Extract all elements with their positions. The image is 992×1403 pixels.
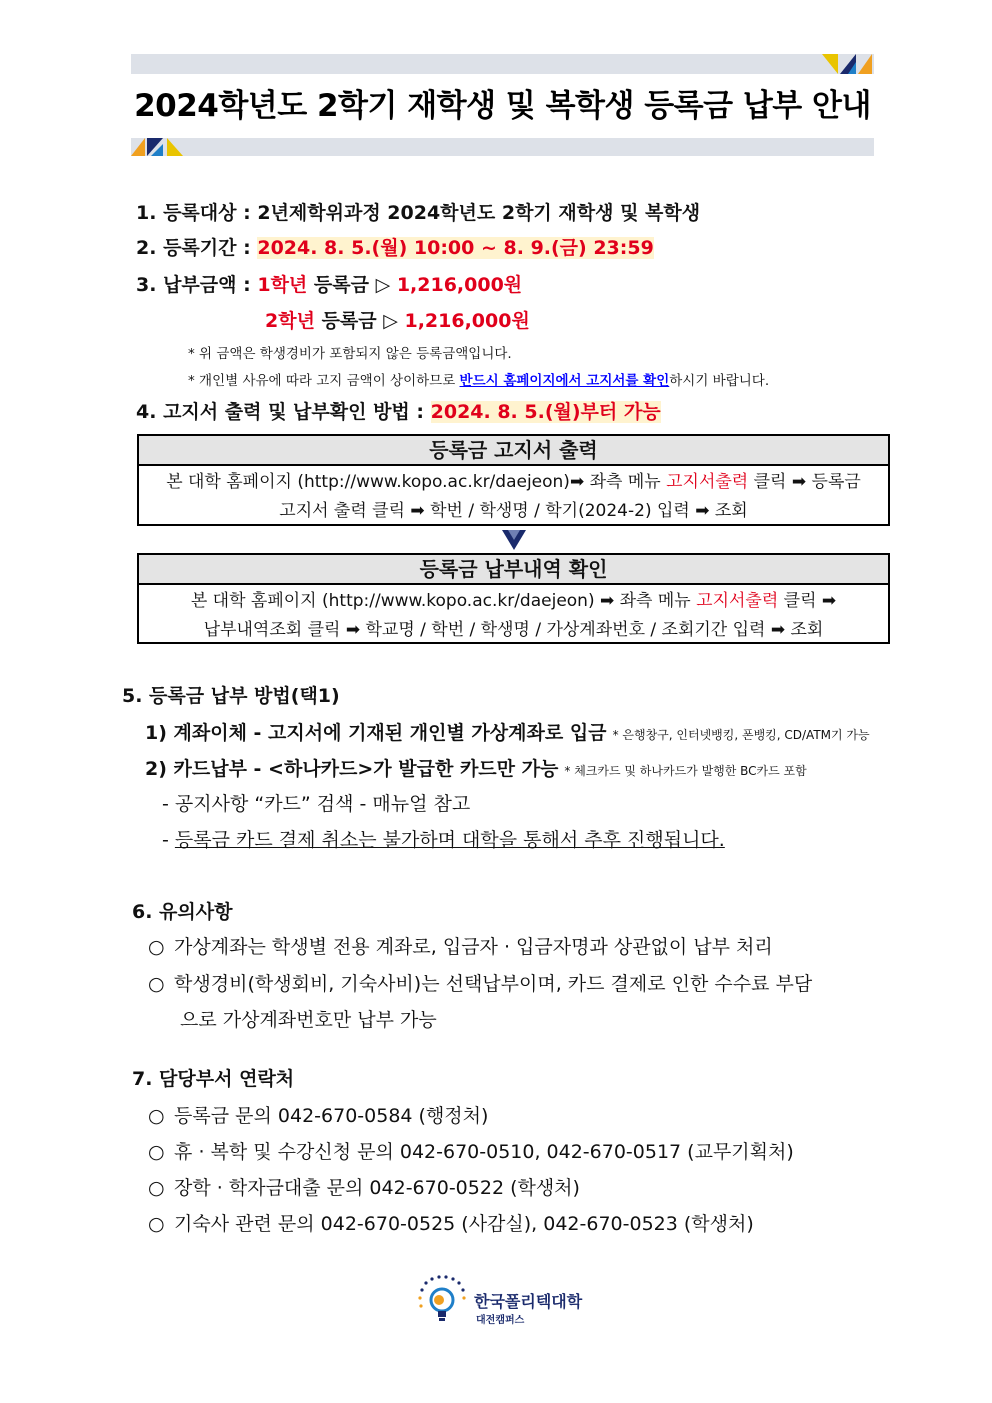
- bill-print-box: [137, 434, 890, 526]
- item-target: [136, 198, 700, 225]
- method-1-text: 1) 계좌이체 - 고지서에 기재된 개인별 가상계좌로 입금: [145, 722, 607, 744]
- bill-print-title: 등록금 고지서 출력: [139, 436, 888, 466]
- contact-1: [148, 1101, 488, 1128]
- method-2-text: 2) 카드납부 - <하나카드>가 발급한 카드만 가능: [145, 758, 559, 780]
- bill-print-line-1-post: 클릭 ➡ 등록금: [748, 472, 861, 492]
- amount-note-1: * 위 금액은 학생경비가 포함되지 않은 등록금액입니다.: [188, 346, 512, 362]
- item-print: [136, 397, 661, 424]
- item-period-num: 2.: [136, 237, 157, 259]
- contact-3-text: 장학 · 학자금대출 문의 042-670-0522 (학생처): [174, 1177, 580, 1199]
- item-period: [136, 233, 654, 260]
- page-title: 2024학년도 2학기 재학생 및 복학생 등록금 납부 안내: [134, 88, 871, 124]
- payment-check-line-1: [139, 585, 888, 617]
- method-heading: 5. 등록금 납부 방법(택1): [122, 685, 340, 707]
- note-1: [148, 932, 773, 959]
- amount-row1-grade: 1학년: [257, 274, 308, 296]
- amount-row2-text: 등록금 ▷: [321, 310, 398, 332]
- amount-row1-value: 1,216,000원: [396, 274, 523, 296]
- method-2-note: * 체크카드 및 하나카드가 발행한 BC카드 포함: [564, 764, 807, 778]
- amount-row2-value: 1,216,000원: [404, 310, 530, 332]
- method-2: [145, 754, 807, 781]
- payment-check-box: [137, 553, 890, 644]
- payment-check-line-2: 납부내역조회 클릭 ➡ 학교명 / 학번 / 학생명 / 가상계좌번호 / 조회기간 입력 ➡ 조회: [203, 620, 824, 640]
- payment-check-line-1-pre: 본 대학 홈페이지 (http://www.kopo.ac.kr/daejeon) ➡ 좌측 메뉴: [190, 591, 697, 611]
- bullet-circle-icon: ○: [148, 1141, 165, 1163]
- note-2: [148, 969, 812, 996]
- payment-check-title: 등록금 납부내역 확인: [139, 555, 888, 585]
- method-1-note: * 은행창구, 인터넷뱅킹, 폰뱅킹, CD/ATM기 가능: [612, 728, 870, 742]
- contact-heading: 7. 담당부서 연락처: [132, 1068, 295, 1090]
- item-print-value: 2024. 8. 5.(월)부터 가능: [430, 401, 661, 423]
- logo-campus-name: 대전캠퍼스: [476, 1315, 525, 1326]
- note-1-text: 가상계좌는 학생별 전용 계좌로, 입금자 · 입금자명과 상관없이 납부 처리: [174, 936, 773, 958]
- title-banner-bottom: [131, 138, 874, 156]
- bullet-circle-icon: ○: [148, 936, 165, 958]
- item-amount: [136, 270, 522, 297]
- method-1: [145, 718, 870, 745]
- logo-college-name: 한국폴리텍대학: [474, 1292, 583, 1311]
- decor-triangles-top-icon: [822, 54, 874, 74]
- contact-1-text: 등록금 문의 042-670-0584 (행정처): [174, 1105, 489, 1127]
- amount-note-2-pre: * 개인별 사유에 따라 고지 금액이 상이하므로: [188, 373, 460, 389]
- item-target-num: 1.: [136, 202, 157, 224]
- bill-print-line-1: [139, 466, 888, 498]
- item-print-num: 4.: [136, 401, 157, 423]
- item-amount-num: 3.: [136, 274, 157, 296]
- bulb-emblem-icon: [416, 1273, 468, 1327]
- homepage-check-link[interactable]: 반드시 홈페이지에서 고지서를 확인: [459, 373, 670, 389]
- notes-heading: 6. 유의사항: [132, 901, 233, 923]
- bullet-circle-icon: ○: [148, 1213, 165, 1235]
- bill-print-line-1-pre: 본 대학 홈페이지 (http://www.kopo.ac.kr/daejeon)➡ 좌측 메뉴: [166, 472, 667, 492]
- contact-2-text: 휴 · 복학 및 수강신청 문의 042-670-0510, 042-670-0517 (교무기획처): [174, 1141, 794, 1163]
- item-target-label: 등록대상 :: [163, 202, 251, 224]
- contact-2: [148, 1137, 794, 1164]
- payment-check-line-1-post: 클릭 ➡: [778, 591, 837, 611]
- bill-print-line-2: 고지서 출력 클릭 ➡ 학번 / 학생명 / 학기(2024-2) 입력 ➡ 조회: [279, 501, 748, 521]
- decor-triangles-bottom-icon: [131, 138, 185, 156]
- contact-3: [148, 1173, 580, 1200]
- method-detail-2-dash: -: [162, 829, 175, 851]
- note-2-text: 학생경비(학생회비, 기숙사비)는 선택납부이며, 카드 결제로 인한 수수료 부담: [174, 973, 813, 995]
- amount-row2: [265, 306, 530, 333]
- payment-check-body: [139, 585, 888, 646]
- item-target-value: 2년제학위과정 2024학년도 2학기 재학생 및 복학생: [257, 202, 701, 224]
- item-period-label: 등록기간 :: [163, 237, 251, 259]
- item-print-label: 고지서 출력 및 납부확인 방법 :: [163, 401, 424, 423]
- amount-row2-grade: 2학년: [265, 310, 315, 332]
- note-2-cont: 으로 가상계좌번호만 납부 가능: [180, 1009, 437, 1031]
- down-arrow-icon: [502, 530, 526, 550]
- bill-print-menu: 고지서출력: [666, 472, 749, 492]
- amount-row1-text: 등록금 ▷: [313, 274, 391, 296]
- method-detail-2: [162, 825, 725, 852]
- bullet-circle-icon: ○: [148, 1177, 165, 1199]
- method-detail-2-text: 등록금 카드 결제 취소는 불가하며 대학을 통해서 추후 진행됩니다.: [174, 829, 725, 851]
- bullet-circle-icon: ○: [148, 1105, 165, 1127]
- item-period-value: 2024. 8. 5.(월) 10:00 ~ 8. 9.(금) 23:59: [257, 237, 654, 259]
- amount-note-2: [188, 369, 769, 389]
- payment-check-menu: 고지서출력: [696, 591, 779, 611]
- item-amount-label: 납부금액 :: [163, 274, 251, 296]
- contact-4: [148, 1209, 754, 1236]
- bill-print-body: [139, 466, 888, 527]
- title-banner-top: [131, 54, 874, 74]
- method-detail-1: - 공지사항 “카드” 검색 - 매뉴얼 참고: [162, 793, 471, 815]
- bullet-circle-icon: ○: [148, 973, 165, 995]
- amount-note-2-post: 하시기 바랍니다.: [669, 373, 770, 389]
- contact-4-text: 기숙사 관련 문의 042-670-0525 (사감실), 042-670-0523 (학생처): [174, 1213, 754, 1235]
